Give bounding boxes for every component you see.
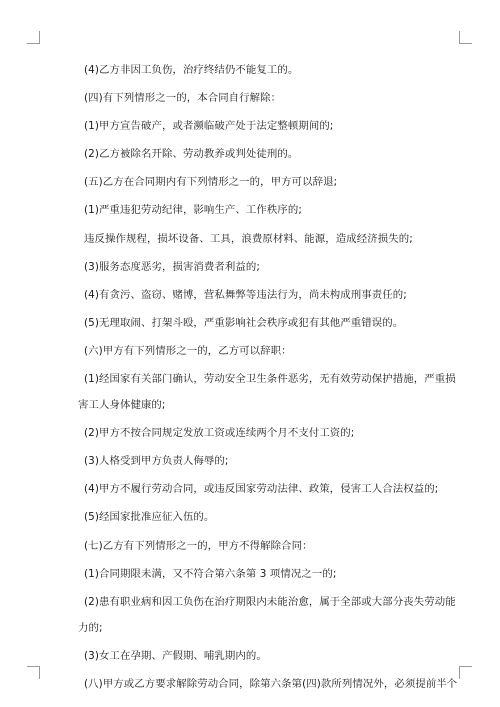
paragraph-line: (3)服务态度恶劣，损害消费者利益的; — [84, 260, 260, 273]
paragraph-line: (5)经国家批准应征入伍的。 — [84, 511, 215, 524]
paragraph-line: (4)乙方非因工负伤，治疗终结仍不能复工的。 — [84, 64, 299, 76]
paragraph-line: (1)经国家有关部门确认，劳动安全卫生条件恶劣，无有效劳动保护措施，严重损 — [84, 373, 456, 386]
paragraph-line: (2)乙方被除名开除、劳动教养或判处徒刑的。 — [84, 148, 299, 161]
paragraph-line: (3)女工在孕期、产假期、哺乳期内的。 — [84, 649, 267, 662]
paragraph-line: (八)甲方或乙方要求解除劳动合同，除第六条第(四)款所列情况外，必须提前半个 — [84, 677, 458, 690]
crop-mark-top-left — [27, 31, 40, 44]
paragraph-line: (1)严重违犯劳动纪律，影响生产、工作秩序的; — [84, 204, 302, 217]
crop-mark-bottom-left — [27, 666, 40, 679]
paragraph-line: (4)甲方不履行劳动合同，或违反国家劳动法律、政策，侵害工人合法权益的; — [84, 483, 439, 496]
paragraph-line: (五)乙方在合同期内有下列情形之一的，甲方可以辞退; — [84, 176, 338, 189]
paragraph-line-continuation: 害工人身体健康的; — [78, 399, 166, 412]
paragraph-line: (四)有下列情形之一的，本合同自行解除： — [84, 92, 282, 105]
paragraph-line: (1)甲方宣告破产，或者濒临破产处于法定整顿期间的; — [84, 120, 334, 133]
crop-mark-top-right — [459, 31, 472, 44]
paragraph-line: (2)患有职业病和因工负伤在治疗期限内未能治愈，属于全部或大部分丧失劳动能 — [84, 595, 456, 608]
paragraph-line: (1)合同期限未满，又不符合第六条第 3 项情况之一的; — [84, 567, 337, 580]
document-body — [78, 63, 458, 705]
paragraph-line: (3)人格受到甲方负责人侮辱的; — [84, 455, 229, 468]
paragraph-line: (4)有贪污、盗窃、赌博，营私舞弊等违法行为，尚未构成刑事责任的; — [84, 288, 407, 301]
paragraph-line: (七)乙方有下列情形之一的，甲方不得解除合同： — [84, 539, 313, 552]
paragraph-line: (六)甲方有下列情形之一的，乙方可以辞职： — [84, 344, 292, 357]
paragraph-line-continuation: 力的; — [78, 621, 103, 634]
paragraph-line: 违反操作规程，损坏设备、工具，浪费原材料、能源，造成经济损失的; — [84, 232, 413, 245]
paragraph-line: (2)甲方不按合同规定发放工资或连续两个月不支付工资的; — [84, 427, 355, 440]
crop-mark-bottom-right — [459, 666, 472, 679]
paragraph-line: (5)无理取闹、打架斗殴，严重影响社会秩序或犯有其他严重错误的。 — [84, 316, 404, 329]
